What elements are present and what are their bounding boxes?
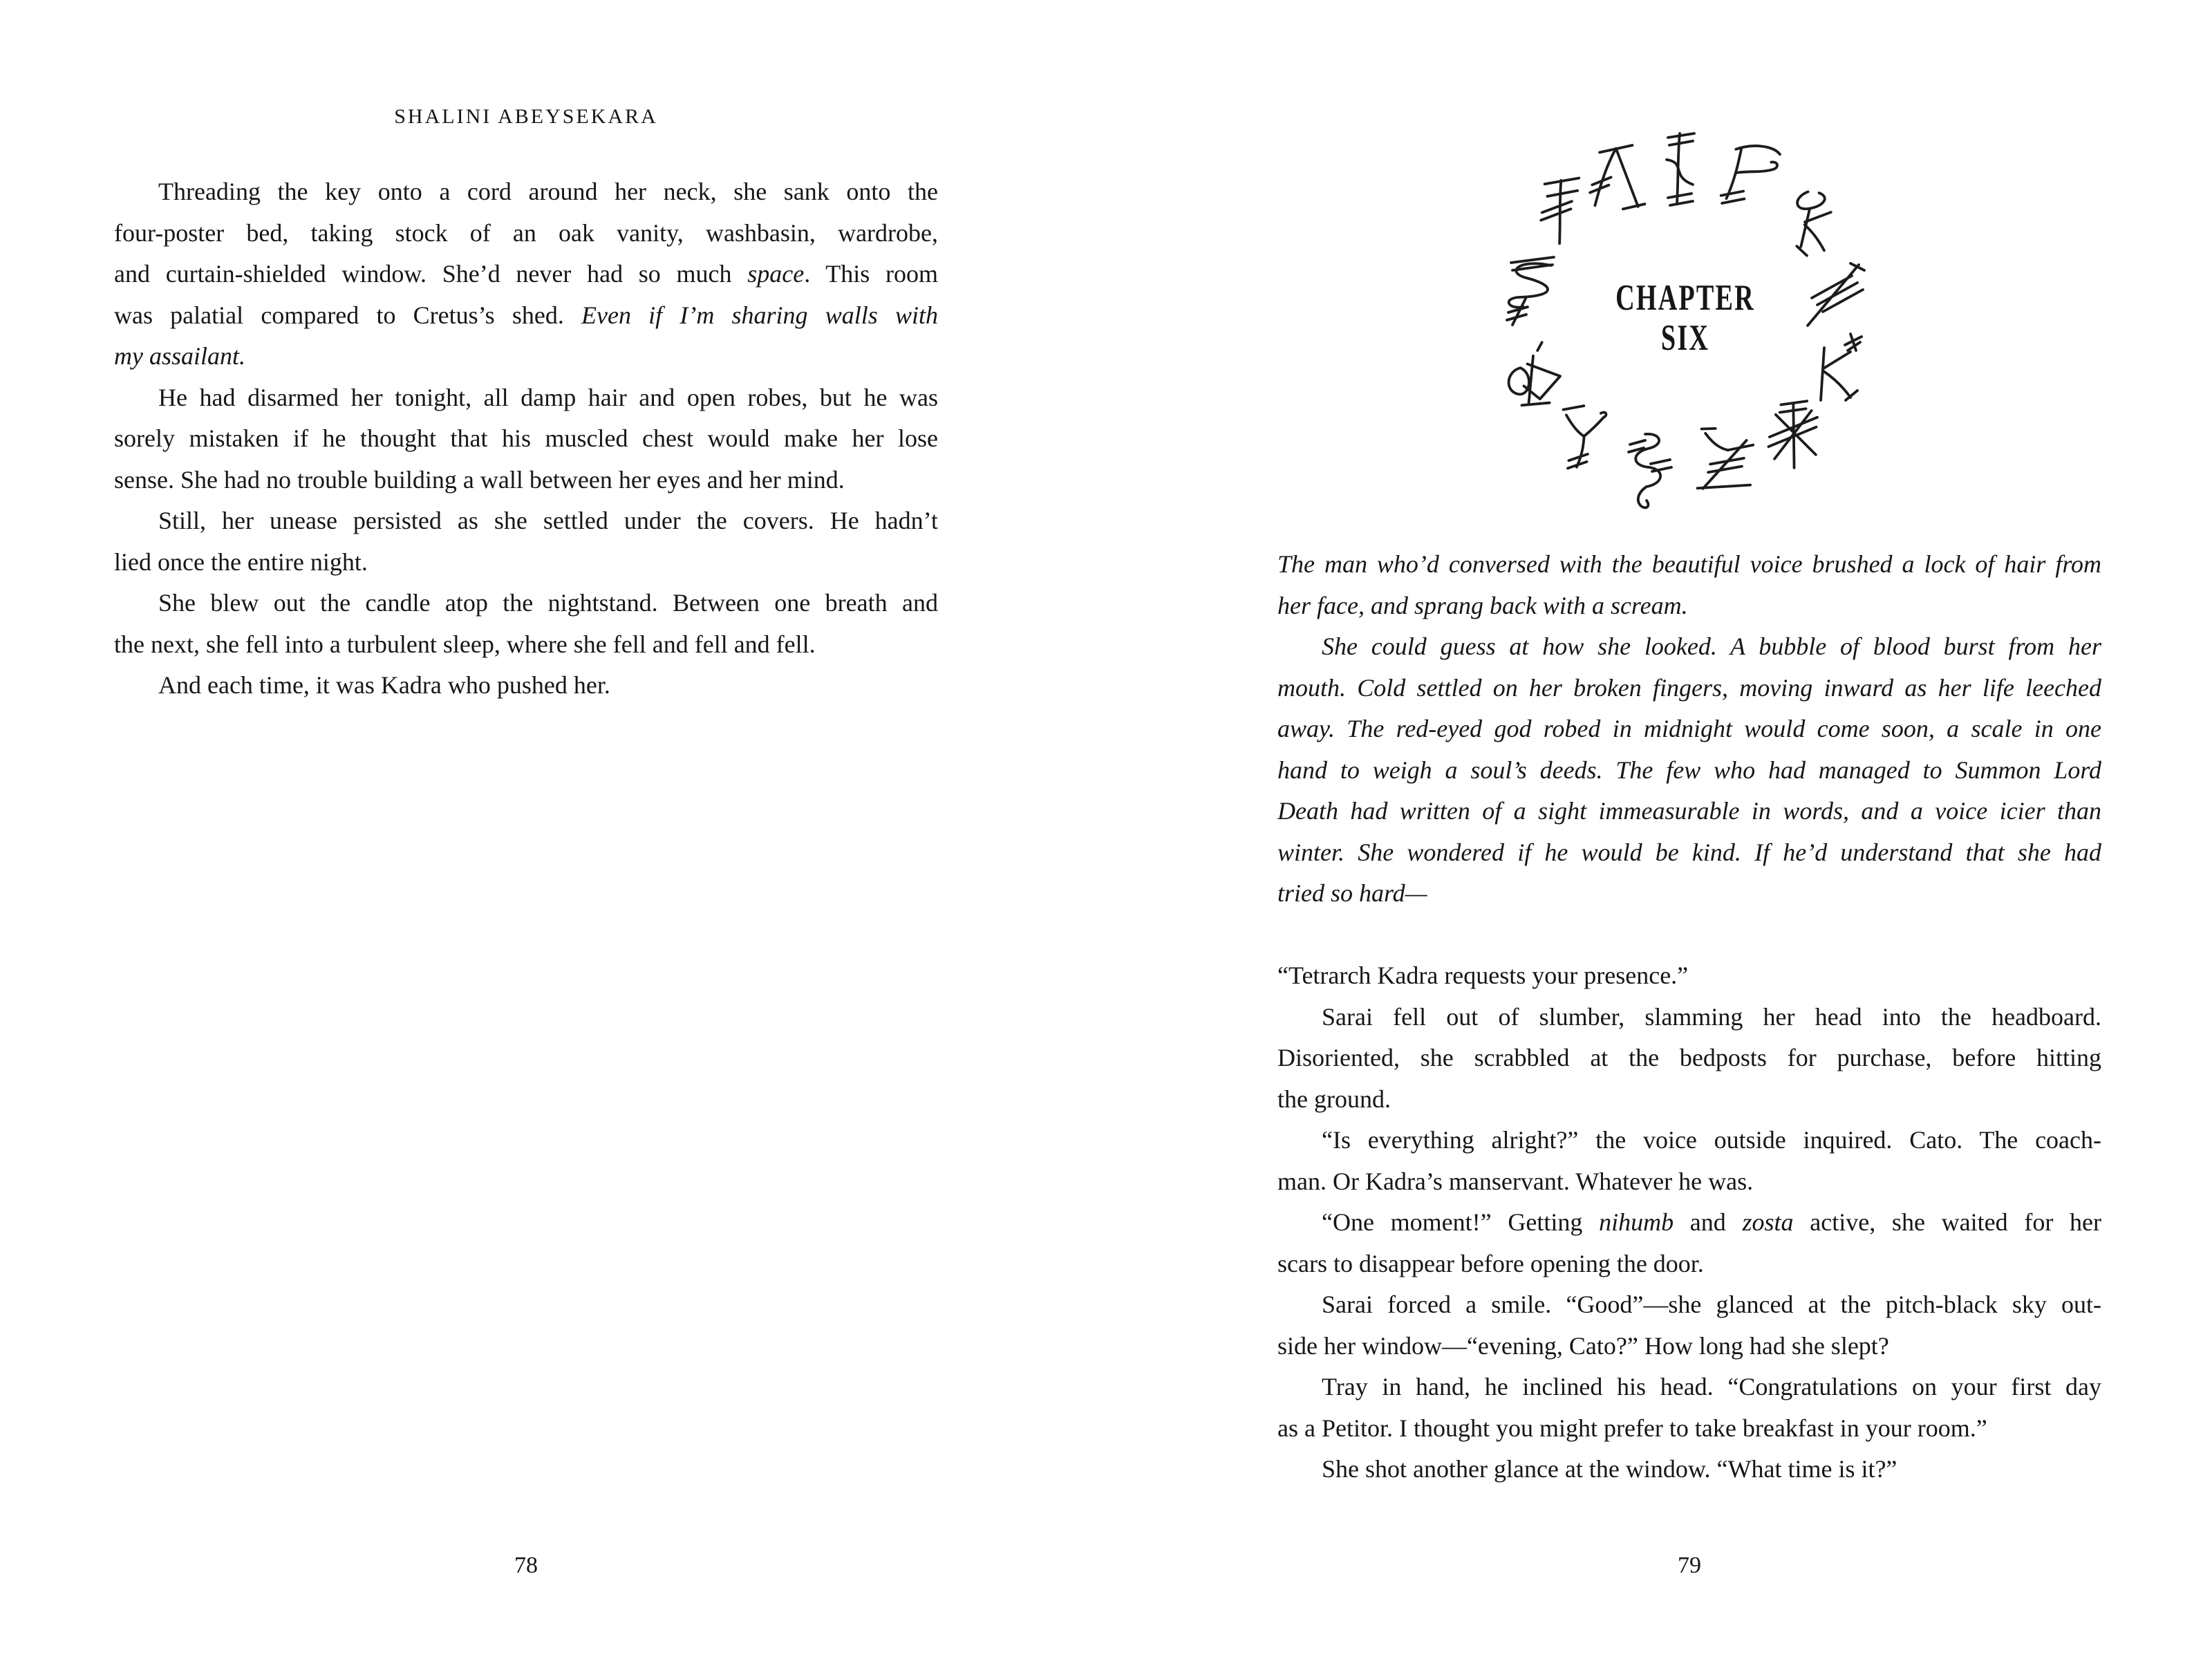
- text-line: [1277, 791, 2101, 832]
- text-segment: sorely mistaken if he thought that his muscled chest would make her lose: [114, 424, 938, 452]
- chapter-heading-line1: CHAPTER: [1615, 278, 1755, 318]
- text-segment: scars to disappear before opening the door.: [1277, 1249, 1704, 1277]
- text-segment: “One moment!” Getting: [1322, 1208, 1600, 1236]
- text-line: [114, 418, 938, 460]
- text-line: [1277, 1202, 2101, 1244]
- text-segment: She shot another glance at the window. “What time is it?”: [1322, 1455, 1897, 1483]
- text-line: [1277, 1284, 2101, 1326]
- text-segment: and: [1674, 1208, 1743, 1236]
- text-line: [1277, 544, 2101, 585]
- italic-text-segment: her face, and sprang back with a scream.: [1277, 591, 1688, 619]
- italic-text-segment: The man who’d conversed with the beautiful voice brushed a lock of hair from: [1277, 550, 2101, 578]
- italic-text-segment: away. The red-eyed god robed in midnight would come soon, a scale in one: [1277, 715, 2101, 742]
- text-line: [1277, 1367, 2101, 1408]
- text-line: [1277, 626, 2101, 668]
- rune-sigil-double-t-bar-icon: [1518, 171, 1605, 261]
- text-line: [1277, 668, 2101, 709]
- rune-sigil-hooked-s-icon: [1606, 426, 1689, 512]
- text-line: [114, 336, 938, 377]
- italic-text-segment: mouth. Cold settled on her broken fingers, moving inward as her life leeched: [1277, 673, 2101, 702]
- italic-text-segment: She could guess at how she looked. A bubble of blood burst from her: [1322, 632, 2101, 660]
- text-line: [1277, 1038, 2101, 1079]
- text-line: [1277, 1120, 2101, 1161]
- text-line: [1277, 1244, 2101, 1285]
- left-page-body-text: [114, 171, 938, 706]
- text-line: [114, 213, 938, 254]
- italic-text-segment: zosta: [1742, 1208, 1794, 1236]
- text-segment: side her window—“evening, Cato?” How long had she slept?: [1277, 1331, 1889, 1360]
- text-segment: Still, her unease persisted as she settled under the covers. He hadn’t: [158, 507, 938, 534]
- text-segment: sense. She had no trouble building a wall between her eyes and her mind.: [114, 465, 845, 494]
- text-line: [1277, 832, 2101, 874]
- text-segment: He had disarmed her tonight, all damp hair and open robes, but he was: [158, 383, 938, 411]
- text-line: [1277, 1408, 2101, 1450]
- page-number-left: 78: [514, 1553, 538, 1578]
- text-line: [114, 460, 938, 501]
- rune-sigil-slash-bundle-icon: [1792, 254, 1875, 339]
- text-line: [114, 624, 938, 666]
- text-line: [1277, 873, 2101, 915]
- rune-sigil-spiral-s-icon: [1490, 249, 1573, 335]
- right-page-body-text: [1277, 544, 2101, 1490]
- text-segment: the next, she fell into a turbulent sleep, where she fell and fell and fell.: [114, 630, 816, 658]
- text-segment: Tray in hand, he inclined his head. “Congratulations on your first day: [1322, 1373, 2101, 1400]
- text-segment: and curtain-shielded window. She’d never had so much: [114, 260, 748, 288]
- text-segment: man. Or Kadra’s manservant. Whatever he was.: [1277, 1167, 1754, 1195]
- text-line: [1277, 1449, 2101, 1490]
- text-segment: was palatial compared to Cretus’s shed.: [114, 301, 582, 329]
- text-line: [1277, 750, 2101, 791]
- text-line: [114, 665, 938, 706]
- text-line: [114, 583, 938, 624]
- text-segment: And each time, it was Kadra who pushed her.: [158, 671, 610, 699]
- italic-text-segment: hand to weigh a soul’s deeds. The few who had managed to Summon Lord: [1277, 756, 2101, 784]
- text-segment: She blew out the candle atop the nightstand. Between one breath and: [158, 589, 938, 617]
- text-segment: active, she waited for her: [1793, 1208, 2101, 1236]
- text-line: [1277, 955, 2101, 997]
- italic-text-segment: Even if I’m sharing walls with: [581, 301, 938, 329]
- text-segment: as a Petitor. I thought you might prefer to take breakfast in your room.”: [1277, 1414, 1987, 1442]
- text-line: [1277, 1326, 2101, 1367]
- text-line: [114, 171, 938, 213]
- text-line: [1277, 1079, 2101, 1121]
- text-segment: “Is everything alright?” the voice outside inquired. Cato. The coach-: [1322, 1126, 2101, 1154]
- text-segment: lied once the entire night.: [114, 547, 368, 576]
- italic-text-segment: space: [747, 260, 805, 288]
- text-segment: Threading the key onto a cord around her neck, she sank onto the: [158, 178, 938, 205]
- text-line: [114, 500, 938, 542]
- right-page: [1277, 0, 2101, 1659]
- paragraph-gap: [1277, 915, 2101, 956]
- italic-text-segment: tried so hard—: [1277, 879, 1427, 907]
- text-line: [114, 542, 938, 583]
- italic-text-segment: winter. She wondered if he would be kind. If he’d understand that she had: [1277, 838, 2101, 866]
- rune-sigil-starburst-icon: [1749, 393, 1835, 482]
- text-segment: “Tetrarch Kadra requests your presence.”: [1277, 962, 1689, 989]
- text-line: [1277, 585, 2101, 627]
- text-segment: four-poster bed, taking stock of an oak vanity, washbasin, wardrobe,: [114, 218, 938, 247]
- page-number-right: 79: [1678, 1553, 1701, 1578]
- text-line: [1277, 1161, 2101, 1203]
- text-line: [1277, 997, 2101, 1038]
- text-line: [114, 254, 938, 295]
- italic-text-segment: Death had written of a sight immeasurable in words, and a voice icier than: [1277, 797, 2101, 825]
- text-segment: Sarai forced a smile. “Good”—she glanced at the pitch-black sky out-: [1322, 1291, 2101, 1318]
- text-line: [114, 295, 938, 337]
- italic-text-segment: nihumb: [1599, 1208, 1674, 1236]
- italic-text-segment: my assailant.: [114, 342, 246, 370]
- text-line: [1277, 709, 2101, 750]
- text-segment: . This room: [804, 260, 938, 288]
- text-segment: Sarai fell out of slumber, slamming her head into the headboard.: [1322, 1002, 2101, 1031]
- text-segment: Disoriented, she scrabbled at the bedposts for purchase, before hitting: [1277, 1044, 2101, 1071]
- left-page: [114, 0, 938, 1659]
- text-segment: the ground.: [1277, 1085, 1391, 1113]
- running-header: SHALINI ABEYSEKARA: [394, 105, 658, 128]
- text-line: [114, 377, 938, 419]
- chapter-heading-line2: SIX: [1660, 318, 1710, 358]
